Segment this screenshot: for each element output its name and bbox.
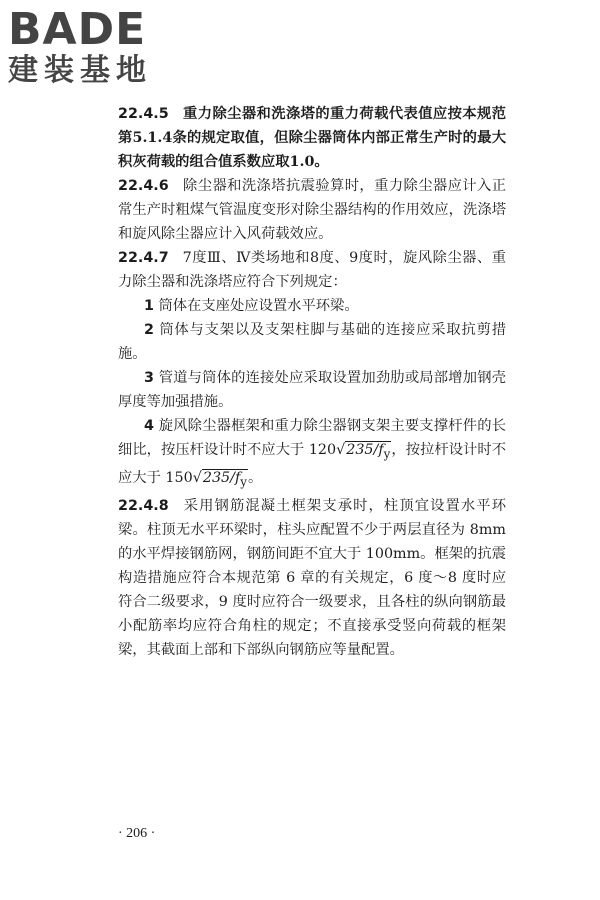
clause-item-2 [118, 318, 506, 366]
sqrt-subscript: y [240, 474, 247, 489]
item-number: 3 [144, 370, 154, 386]
clause-text: 除尘器和洗涤塔抗震验算时，重力除尘器应计入正常生产时粗煤气管温度变形对除尘器结构的作用效应，洗涤塔和旋风除尘器应计入风荷载效应。 [118, 178, 506, 242]
sqrt-subscript: y [383, 446, 391, 461]
sqrt-radicand-text: 235/f [202, 469, 241, 486]
sqrt-symbol: √ [336, 442, 346, 458]
item-number: 1 [144, 298, 154, 314]
item-number: 2 [144, 322, 154, 338]
clause-item-4 [118, 414, 506, 494]
clause-item-1 [118, 294, 506, 318]
sqrt-radicand [345, 441, 391, 461]
sqrt-radicand [202, 469, 248, 489]
clause-number: 22.4.5 [118, 106, 169, 122]
sqrt-symbol: √ [192, 469, 202, 486]
clause-22-4-5 [118, 102, 506, 174]
item-text: 管道与筒体的连接处应采取设置加劲肋或局部增加钢壳厚度等加强措施。 [118, 370, 507, 410]
logo-brand-text: BADE [8, 4, 147, 55]
clause-number: 22.4.8 [118, 497, 169, 514]
brand-logo [8, 4, 178, 88]
clause-text: 重力除尘器和洗涤塔的重力荷载代表值应按本规范第5.1.4条的规定取值，但除尘器筒体内部正常生产时的最大积灰荷载的组合值系数应取1.0。 [118, 106, 506, 170]
clause-22-4-7 [118, 246, 506, 294]
clause-22-4-6 [118, 174, 506, 246]
clause-item-3 [118, 366, 506, 414]
item-number: 4 [144, 418, 154, 434]
clause-number: 22.4.6 [118, 178, 169, 194]
item-text-part-a: 旋风除尘器框架和重力除尘器钢支架主要支撑杆件的长细比，按压杆设计时不应大于 120 [118, 418, 507, 458]
clause-number: 22.4.7 [118, 250, 169, 266]
page-number: · 206 · [118, 826, 156, 841]
item-text-part-c: 。 [248, 469, 263, 486]
clause-text: 7度Ⅲ、Ⅳ类场地和8度、9度时，旋风除尘器、重力除尘器和洗涤塔应符合下列规定： [118, 250, 506, 290]
item-text-part-b: ，按拉杆设计时不应大于 150 [118, 442, 506, 486]
item-text: 筒体在支座处应设置水平环梁。 [158, 298, 359, 314]
item-text: 筒体与支架以及支架柱脚与基础的连接应采取抗剪措施。 [118, 322, 506, 362]
logo-sub-text: 建装基地 [8, 53, 152, 88]
sqrt-radicand-text: 235/f [346, 442, 384, 458]
document-body [118, 102, 506, 662]
clause-22-4-8 [118, 494, 506, 662]
clause-text: 采用钢筋混凝土框架支承时，柱顶宜设置水平环梁。柱顶无水平环梁时，柱头应配置不少于两层直径为 8mm 的水平焊接钢筋网，钢筋间距不宜大于 100mm。框架的抗震构造措施应符合本规范第 6 章的有关规定，6 度～8 度时应符合二级要求，9 度时应符合一级要求，且各柱的纵向钢筋最小配筋率均应符合角柱的规定；不直接承受竖向荷载的框架梁，其截面上部和下部纵向钢筋应等量配置。 [118, 497, 506, 658]
